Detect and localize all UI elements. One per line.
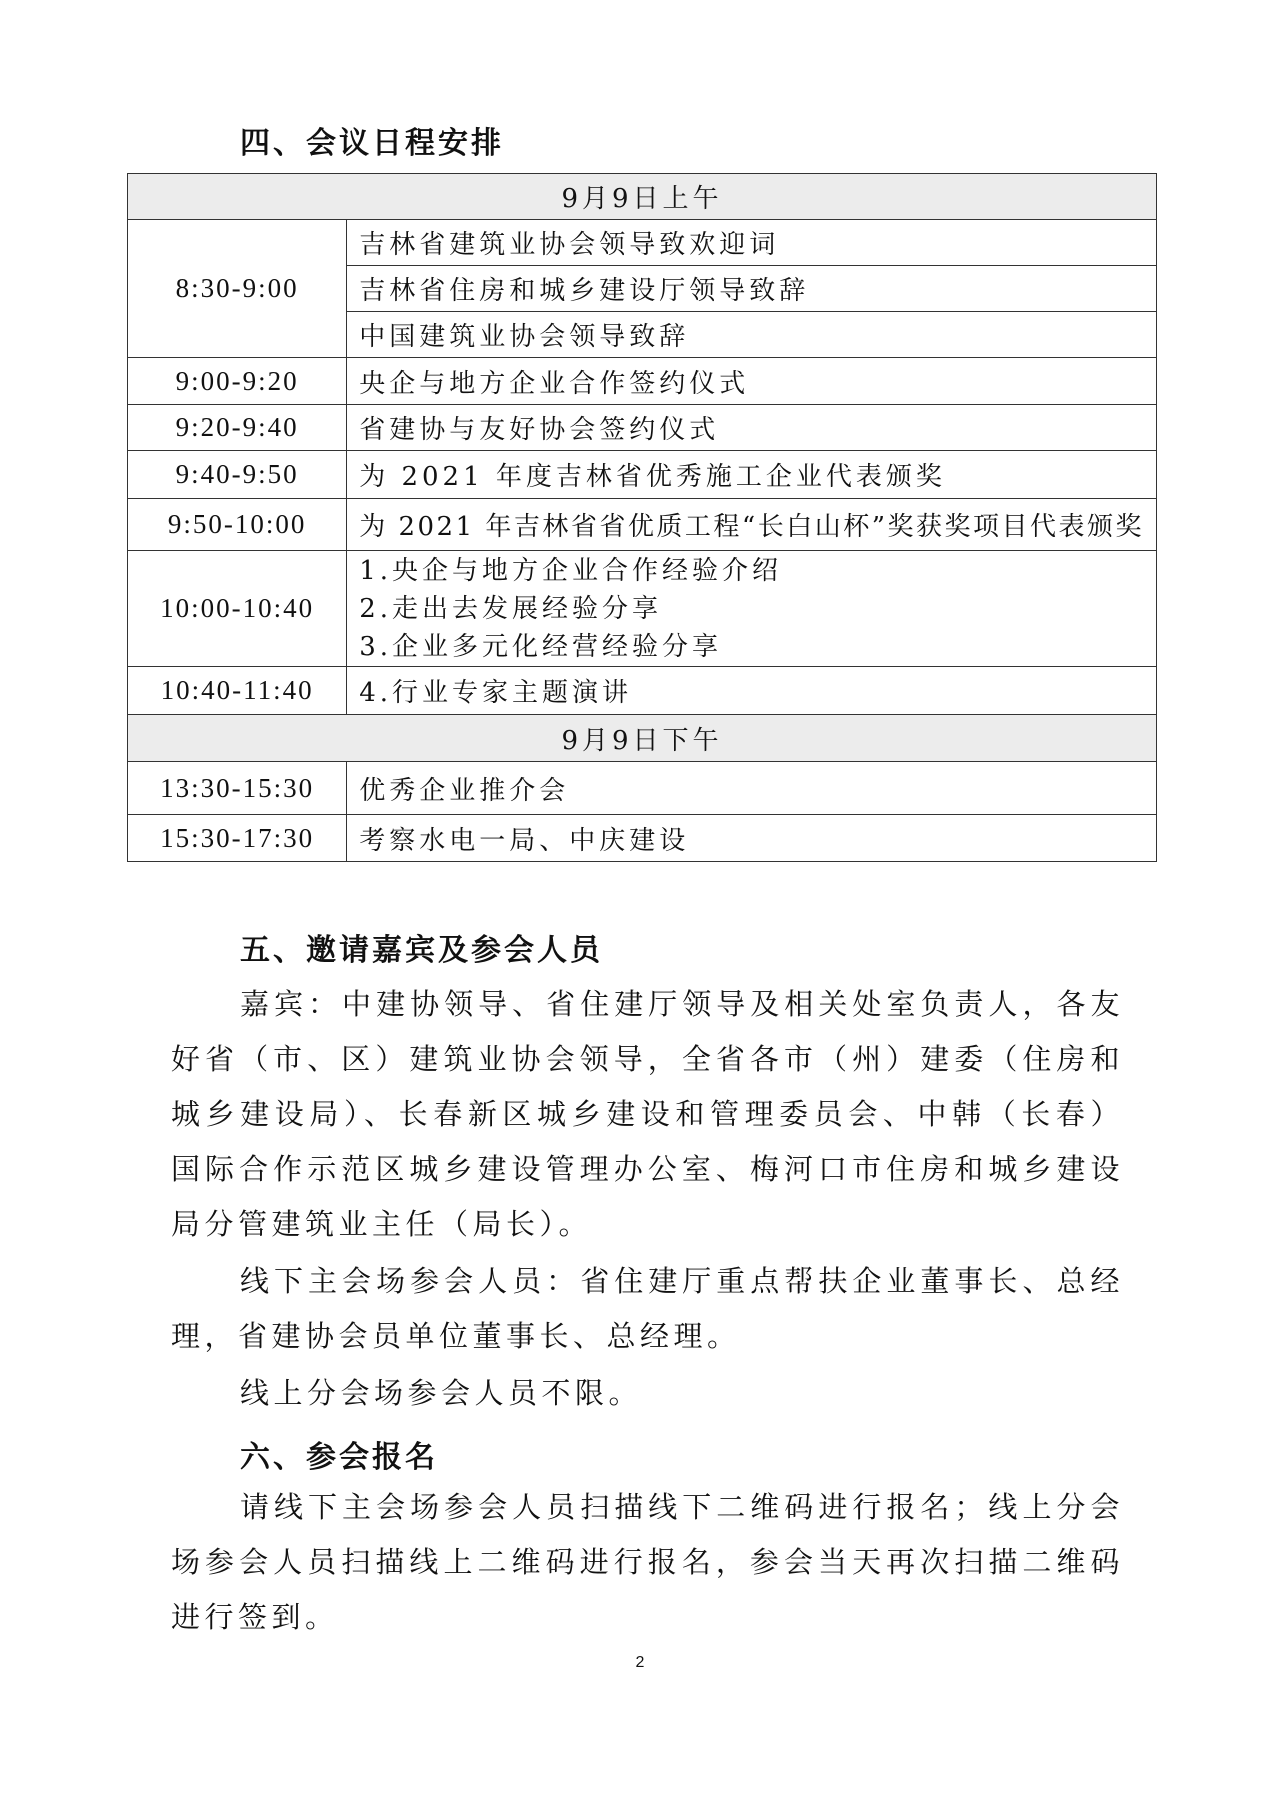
time-cell: 15:30-17:30 <box>128 815 347 862</box>
section-4-heading: 四、会议日程安排 <box>240 126 504 161</box>
registration-paragraph: 请线下主会场参会人员扫描线下二维码进行报名；线上分会场参会人员扫描线上二维码进行报名，参会当天再次扫描二维码进行签到。 <box>171 1490 1124 1634</box>
agenda-item: 考察水电一局、中庆建设 <box>347 815 1157 862</box>
agenda-item: 为 2021 年度吉林省优秀施工企业代表颁奖 <box>347 451 1157 499</box>
morning-header: 9月9日上午 <box>128 174 1157 220</box>
offline-attendees-paragraph: 线下主会场参会人员：省住建厅重点帮扶企业董事长、总经理，省建协会员单位董事长、总经理。 <box>171 1264 1124 1353</box>
afternoon-header: 9月9日下午 <box>128 715 1157 762</box>
time-cell: 10:00-10:40 <box>128 551 347 667</box>
page-number: 2 <box>635 1654 645 1671</box>
online-attendees-paragraph: 线上分会场参会人员不限。 <box>240 1376 643 1410</box>
agenda-item: 吉林省建筑业协会领导致欢迎词 <box>347 220 1157 266</box>
agenda-item: 中国建筑业协会领导致辞 <box>347 312 1157 358</box>
time-cell: 8:30-9:00 <box>128 220 347 358</box>
schedule-table <box>127 173 1157 862</box>
agenda-item-list <box>347 551 1157 667</box>
time-cell: 13:30-15:30 <box>128 762 347 815</box>
agenda-item: 央企与地方企业合作签约仪式 <box>347 358 1157 405</box>
agenda-item: 3.企业多元化经营经验分享 <box>359 631 723 662</box>
agenda-item: 为 2021 年吉林省省优质工程“长白山杯”奖获奖项目代表颁奖 <box>347 499 1157 551</box>
section-6-heading: 六、参会报名 <box>240 1440 438 1475</box>
time-cell: 9:20-9:40 <box>128 405 347 451</box>
time-cell: 9:40-9:50 <box>128 451 347 499</box>
time-cell: 10:40-11:40 <box>128 667 347 715</box>
agenda-item: 省建协与友好协会签约仪式 <box>347 405 1157 451</box>
agenda-item: 2.走出去发展经验分享 <box>359 593 663 624</box>
time-cell: 9:50-10:00 <box>128 499 347 551</box>
agenda-item: 优秀企业推介会 <box>347 762 1157 815</box>
agenda-item: 吉林省住房和城乡建设厅领导致辞 <box>347 266 1157 312</box>
guests-paragraph: 嘉宾：中建协领导、省住建厅领导及相关处室负责人，各友好省（市、区）建筑业协会领导，全省各市（州）建委（住房和城乡建设局）、长春新区城乡建设和管理委员会、中韩（长春）国际合作示范区城乡建设管理办公室、梅河口市住房和城乡建设局分管建筑业主任（局长）。 <box>171 987 1124 1241</box>
time-cell: 9:00-9:20 <box>128 358 347 405</box>
agenda-item: 1.央企与地方企业合作经验介绍 <box>359 555 783 586</box>
agenda-item: 4.行业专家主题演讲 <box>347 667 1157 715</box>
section-5-heading: 五、邀请嘉宾及参会人员 <box>240 933 603 968</box>
